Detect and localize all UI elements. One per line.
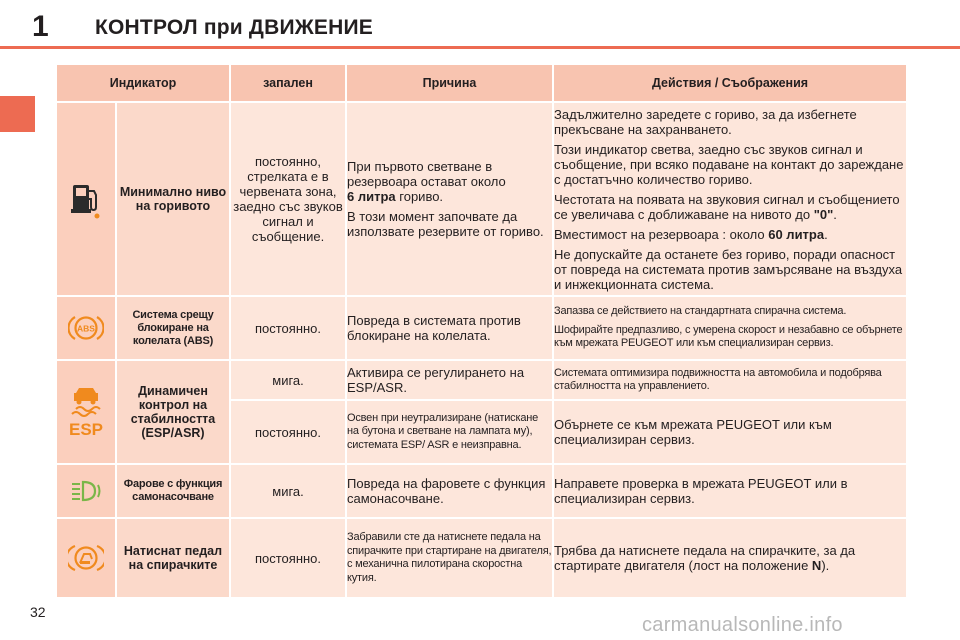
table-row-lights bbox=[57, 465, 906, 517]
table-row-esp-blink bbox=[57, 361, 906, 399]
action-fuel bbox=[554, 103, 906, 295]
page-number: 32 bbox=[30, 604, 46, 620]
action-abs bbox=[554, 297, 906, 359]
brake-pedal-icon bbox=[68, 542, 104, 574]
column-header-actions: Действия / Съображения bbox=[554, 65, 906, 101]
table-row-fuel bbox=[57, 103, 906, 295]
cause-fuel-line2: В този момент започвате да използвате резервите от гориво. bbox=[347, 209, 544, 239]
table-row-abs bbox=[57, 297, 906, 359]
cause-esp-steady: Освен при неутрализиране (натискане на бутона и светване на лампата му), системата ESP/ ASR е неизправна. bbox=[347, 401, 552, 463]
action-fuel-p5: Не допускайте да останете без гориво, поради опасност от повреда на системата против замърсяване на въздуха и инжекционната система. bbox=[554, 246, 903, 292]
chapter-tab-marker bbox=[0, 96, 35, 132]
icon-cell-abs bbox=[57, 297, 115, 359]
chapter-number: 1 bbox=[32, 10, 49, 43]
lit-state-lights: мига. bbox=[231, 465, 345, 517]
lit-state-esp-blink: мига. bbox=[231, 361, 345, 399]
column-header-indicator: Индикатор bbox=[57, 65, 229, 101]
indicator-table bbox=[55, 63, 908, 599]
page-title: КОНТРОЛ при ДВИЖЕНИЕ bbox=[95, 16, 373, 39]
column-header-cause: Причина bbox=[347, 65, 552, 101]
table-header-row bbox=[57, 65, 906, 101]
lit-state-fuel: постоянно, стрелката е в червената зона, заедно със звуков сигнал и съобщение. bbox=[231, 103, 345, 295]
action-fuel-p4: Вместимост на резервоара : около 60 литра. bbox=[554, 226, 828, 242]
auto-headlamp-icon bbox=[69, 479, 103, 503]
action-abs-p2: Шофирайте предпазливо, с умерена скорост и незабавно се обърнете към мрежата PEUGEOT или към специализиран сервиз. bbox=[554, 323, 903, 350]
indicator-name-fuel: Минимално ниво на горивото bbox=[117, 103, 229, 295]
lit-state-brake: постоянно. bbox=[231, 519, 345, 597]
esp-icon-label: ESP bbox=[68, 420, 104, 439]
cause-fuel bbox=[347, 103, 552, 295]
icon-cell-brake bbox=[57, 519, 115, 597]
action-fuel-p2: Този индикатор светва, заедно със звуков сигнал и съобщение, при всяко подаване на контакт до зареждане с достатъчно количество гориво. bbox=[554, 141, 904, 187]
action-fuel-p1: Задължително заредете с гориво, за да избегнете прекъсване на захранването. bbox=[554, 106, 857, 137]
action-abs-p1: Запазва се действието на стандартната спирачна система. bbox=[554, 305, 847, 318]
indicator-name-abs: Система срещу блокиране на колелата (ABS) bbox=[117, 297, 229, 359]
icon-cell-esp bbox=[57, 361, 115, 463]
abs-icon bbox=[68, 313, 104, 343]
icon-cell-lights bbox=[57, 465, 115, 517]
cause-lights: Повреда на фаровете с функция самонасочване. bbox=[347, 465, 552, 517]
esp-icon bbox=[68, 385, 104, 439]
indicator-name-lights: Фарове с функция самонасочване bbox=[117, 465, 229, 517]
title-rule bbox=[0, 46, 960, 49]
svg-text:ABS: ABS bbox=[77, 323, 95, 334]
cause-esp-blink: Активира се регулирането на ESP/ASR. bbox=[347, 361, 552, 399]
action-brake: Трябва да натиснете педала на спирачките, за да стартирате двигателя (лост на положение N). bbox=[554, 519, 906, 597]
column-header-lit: запален bbox=[231, 65, 345, 101]
indicator-name-esp: Динамичен контрол на стабилността (ESP/ASR) bbox=[117, 361, 229, 463]
fuel-pump-icon bbox=[69, 179, 103, 219]
cause-fuel-line1: При първото светване в резервоара остават около 6 литра гориво. bbox=[347, 159, 506, 204]
action-lights: Направете проверка в мрежата PEUGEOT или в специализиран сервиз. bbox=[554, 465, 906, 517]
action-esp-blink: Системата оптимизира подвижността на автомобила и подобрява стабилността на управлението. bbox=[554, 361, 906, 399]
lit-state-abs: постоянно. bbox=[231, 297, 345, 359]
action-esp-steady: Обърнете се към мрежата PEUGEOT или към специализиран сервиз. bbox=[554, 401, 906, 463]
action-fuel-p3: Честотата на появата на звуковия сигнал и съобщението се увеличава с доближаване на нивото до "0". bbox=[554, 191, 900, 222]
table-row-brake bbox=[57, 519, 906, 597]
icon-cell-fuel bbox=[57, 103, 115, 295]
cause-abs: Повреда в системата против блокиране на колелата. bbox=[347, 297, 552, 359]
watermark: carmanualsonline.info bbox=[642, 614, 843, 636]
indicator-name-brake: Натиснат педал на спирачките bbox=[117, 519, 229, 597]
lit-state-esp-steady: постоянно. bbox=[231, 401, 345, 463]
cause-brake: Забравили сте да натиснете педала на спирачките при стартиране на двигателя, с механична пилотирана скоростна кутия. bbox=[347, 519, 552, 597]
